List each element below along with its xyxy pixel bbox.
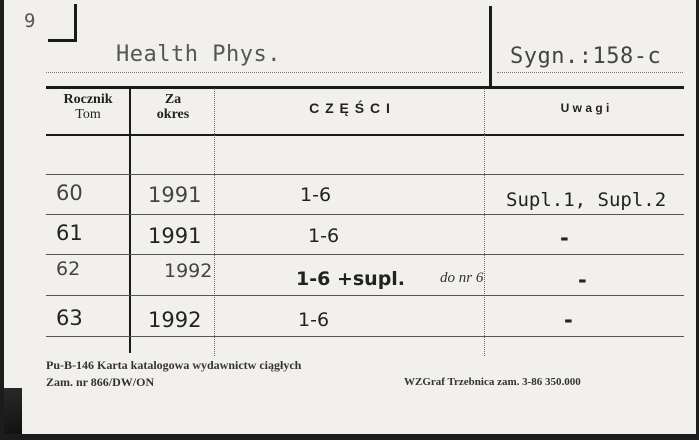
catalog-card — [4, 0, 696, 434]
marker-horizontal — [48, 39, 76, 42]
row-1-uwagi: Supl.1, Supl.2 — [506, 189, 667, 211]
row-2-rocznik: 61 — [56, 221, 83, 245]
column-header-uwagi: U w a g i — [560, 101, 610, 115]
sygn-underline — [497, 72, 683, 73]
row-3-okres: 1992 — [164, 260, 213, 282]
row-3-uwagi: - — [578, 268, 587, 292]
row-3-czesci-note: do nr 6 — [440, 270, 484, 286]
shelf-signature: Sygn.:158-c — [510, 44, 662, 69]
row-4-uwagi: - — [564, 308, 573, 332]
row-1-okres: 1991 — [148, 183, 202, 207]
row-4-okres: 1992 — [148, 308, 202, 332]
card-index-number: 9 — [24, 10, 36, 32]
row-2-okres: 1991 — [148, 224, 202, 248]
table-top-border — [46, 86, 684, 89]
column-divider-1 — [129, 88, 131, 353]
row-line-1 — [46, 174, 684, 175]
row-4-rocznik: 63 — [56, 306, 83, 330]
column-header-rocznik: Rocznik Tom — [63, 92, 113, 122]
row-2-uwagi: - — [560, 226, 569, 250]
row-line-4 — [46, 295, 684, 296]
row-line-2 — [46, 214, 684, 215]
marker-vertical — [74, 4, 77, 42]
column-divider-2 — [214, 88, 215, 356]
row-3-czesci: 1-6 +supl. — [296, 268, 406, 290]
card-corner-shadow — [4, 388, 22, 434]
row-line-3 — [46, 254, 684, 255]
row-line-5 — [46, 336, 684, 337]
footer-order-number: Zam. nr 866/DW/ON — [46, 375, 155, 389]
row-1-czesci: 1-6 — [300, 184, 332, 206]
title-sygn-divider — [489, 6, 492, 86]
column-header-czesci: C Z Ę Ś C I — [309, 100, 391, 116]
title-underline — [46, 72, 481, 73]
row-3-rocznik: 62 — [56, 258, 81, 280]
column-divider-3 — [484, 88, 485, 356]
footer-form-title: Pu-B-146 Karta katalogowa wydawnictw ciągłych — [46, 358, 302, 372]
periodical-title: Health Phys. — [116, 42, 281, 67]
row-1-rocznik: 60 — [56, 181, 83, 205]
column-header-okres: Za okres — [156, 92, 190, 122]
footer-printer-info: WZGraf Trzebnica zam. 3-86 350.000 — [404, 376, 581, 388]
row-2-czesci: 1-6 — [308, 225, 340, 247]
row-4-czesci: 1-6 — [298, 309, 330, 331]
header-bottom-border — [46, 134, 684, 136]
